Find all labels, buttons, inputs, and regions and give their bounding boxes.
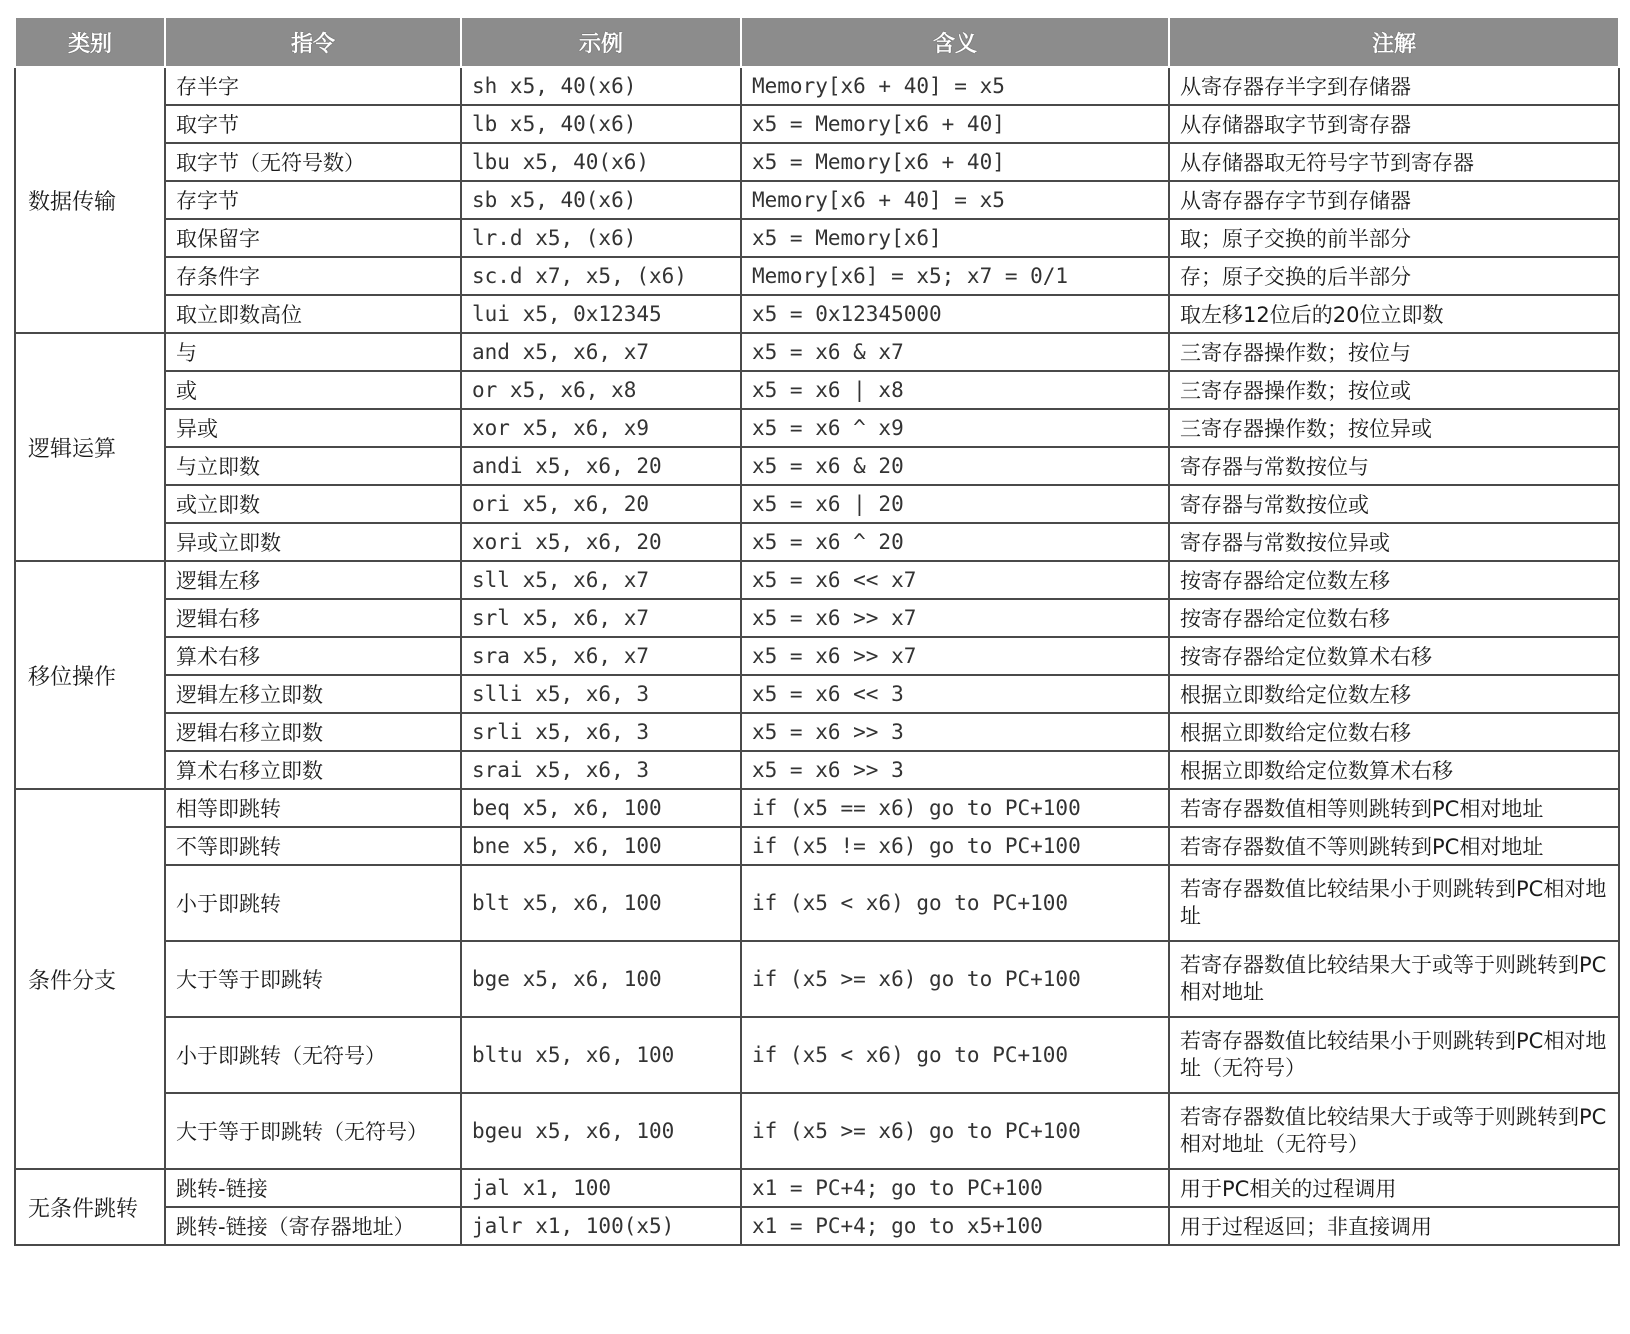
comment-cell: 根据立即数给定位数左移 bbox=[1169, 675, 1619, 713]
table-row bbox=[15, 827, 1619, 865]
instruction-name-cell: 与 bbox=[165, 333, 461, 371]
instruction-name-cell: 算术右移 bbox=[165, 637, 461, 675]
example-cell: srai x5, x6, 3 bbox=[461, 751, 741, 789]
comment-cell: 根据立即数给定位数右移 bbox=[1169, 713, 1619, 751]
table-row bbox=[15, 143, 1619, 181]
example-cell: lbu x5, 40(x6) bbox=[461, 143, 741, 181]
table-row bbox=[15, 181, 1619, 219]
table-row bbox=[15, 599, 1619, 637]
instruction-table-sheet bbox=[14, 18, 1618, 1246]
comment-cell: 若寄存器数值比较结果大于或等于则跳转到PC相对地址 bbox=[1169, 941, 1619, 1017]
comment-cell: 若寄存器数值不等则跳转到PC相对地址 bbox=[1169, 827, 1619, 865]
comment-cell: 按寄存器给定位数右移 bbox=[1169, 599, 1619, 637]
example-cell: bge x5, x6, 100 bbox=[461, 941, 741, 1017]
table-row bbox=[15, 1093, 1619, 1169]
meaning-cell: Memory[x6] = x5; x7 = 0/1 bbox=[741, 257, 1169, 295]
table-row bbox=[15, 257, 1619, 295]
meaning-cell: Memory[x6 + 40] = x5 bbox=[741, 181, 1169, 219]
instruction-name-cell: 逻辑左移立即数 bbox=[165, 675, 461, 713]
instruction-name-cell: 异或 bbox=[165, 409, 461, 447]
comment-cell: 寄存器与常数按位与 bbox=[1169, 447, 1619, 485]
instruction-name-cell: 逻辑左移 bbox=[165, 561, 461, 599]
meaning-cell: x5 = x6 & 20 bbox=[741, 447, 1169, 485]
example-cell: beq x5, x6, 100 bbox=[461, 789, 741, 827]
example-cell: srl x5, x6, x7 bbox=[461, 599, 741, 637]
instruction-name-cell: 相等即跳转 bbox=[165, 789, 461, 827]
table-row bbox=[15, 409, 1619, 447]
example-cell: bgeu x5, x6, 100 bbox=[461, 1093, 741, 1169]
category-cell: 逻辑运算 bbox=[15, 333, 165, 561]
header-meaning: 含义 bbox=[741, 18, 1169, 67]
meaning-cell: x5 = Memory[x6 + 40] bbox=[741, 143, 1169, 181]
example-cell: lr.d x5, (x6) bbox=[461, 219, 741, 257]
meaning-cell: x1 = PC+4; go to PC+100 bbox=[741, 1169, 1169, 1207]
example-cell: and x5, x6, x7 bbox=[461, 333, 741, 371]
instruction-name-cell: 跳转-链接 bbox=[165, 1169, 461, 1207]
example-cell: bltu x5, x6, 100 bbox=[461, 1017, 741, 1093]
instruction-name-cell: 取立即数高位 bbox=[165, 295, 461, 333]
meaning-cell: x5 = x6 << x7 bbox=[741, 561, 1169, 599]
instruction-name-cell: 存半字 bbox=[165, 67, 461, 105]
comment-cell: 若寄存器数值比较结果小于则跳转到PC相对地址（无符号） bbox=[1169, 1017, 1619, 1093]
table-row bbox=[15, 371, 1619, 409]
table-row bbox=[15, 485, 1619, 523]
comment-cell: 取；原子交换的前半部分 bbox=[1169, 219, 1619, 257]
table-row bbox=[15, 219, 1619, 257]
comment-cell: 用于过程返回；非直接调用 bbox=[1169, 1207, 1619, 1245]
comment-cell: 从寄存器存字节到存储器 bbox=[1169, 181, 1619, 219]
example-cell: jalr x1, 100(x5) bbox=[461, 1207, 741, 1245]
instruction-name-cell: 取保留字 bbox=[165, 219, 461, 257]
instruction-name-cell: 存字节 bbox=[165, 181, 461, 219]
instruction-name-cell: 或立即数 bbox=[165, 485, 461, 523]
instruction-name-cell: 逻辑右移 bbox=[165, 599, 461, 637]
table-row bbox=[15, 675, 1619, 713]
example-cell: xori x5, x6, 20 bbox=[461, 523, 741, 561]
example-cell: slli x5, x6, 3 bbox=[461, 675, 741, 713]
meaning-cell: x5 = 0x12345000 bbox=[741, 295, 1169, 333]
example-cell: lui x5, 0x12345 bbox=[461, 295, 741, 333]
comment-cell: 根据立即数给定位数算术右移 bbox=[1169, 751, 1619, 789]
comment-cell: 若寄存器数值比较结果大于或等于则跳转到PC相对地址（无符号） bbox=[1169, 1093, 1619, 1169]
header-comment: 注解 bbox=[1169, 18, 1619, 67]
instruction-name-cell: 不等即跳转 bbox=[165, 827, 461, 865]
meaning-cell: x5 = x6 ^ x9 bbox=[741, 409, 1169, 447]
table-row bbox=[15, 561, 1619, 599]
table-row bbox=[15, 105, 1619, 143]
meaning-cell: x5 = x6 >> x7 bbox=[741, 637, 1169, 675]
table-row bbox=[15, 523, 1619, 561]
instruction-name-cell: 跳转-链接（寄存器地址） bbox=[165, 1207, 461, 1245]
category-cell: 无条件跳转 bbox=[15, 1169, 165, 1245]
instruction-name-cell: 小于即跳转 bbox=[165, 865, 461, 941]
table-row bbox=[15, 789, 1619, 827]
instruction-table bbox=[14, 18, 1620, 1246]
meaning-cell: x5 = x6 & x7 bbox=[741, 333, 1169, 371]
comment-cell: 存；原子交换的后半部分 bbox=[1169, 257, 1619, 295]
comment-cell: 按寄存器给定位数左移 bbox=[1169, 561, 1619, 599]
comment-cell: 用于PC相关的过程调用 bbox=[1169, 1169, 1619, 1207]
instruction-name-cell: 或 bbox=[165, 371, 461, 409]
meaning-cell: if (x5 != x6) go to PC+100 bbox=[741, 827, 1169, 865]
category-cell: 移位操作 bbox=[15, 561, 165, 789]
comment-cell: 从寄存器存半字到存储器 bbox=[1169, 67, 1619, 105]
instruction-name-cell: 存条件字 bbox=[165, 257, 461, 295]
table-row bbox=[15, 447, 1619, 485]
table-row bbox=[15, 295, 1619, 333]
table-header-row bbox=[15, 18, 1619, 67]
meaning-cell: x5 = x6 ^ 20 bbox=[741, 523, 1169, 561]
meaning-cell: x1 = PC+4; go to x5+100 bbox=[741, 1207, 1169, 1245]
table-row bbox=[15, 67, 1619, 105]
example-cell: sb x5, 40(x6) bbox=[461, 181, 741, 219]
example-cell: sll x5, x6, x7 bbox=[461, 561, 741, 599]
instruction-name-cell: 取字节（无符号数） bbox=[165, 143, 461, 181]
meaning-cell: if (x5 < x6) go to PC+100 bbox=[741, 865, 1169, 941]
instruction-name-cell: 与立即数 bbox=[165, 447, 461, 485]
example-cell: or x5, x6, x8 bbox=[461, 371, 741, 409]
meaning-cell: if (x5 >= x6) go to PC+100 bbox=[741, 941, 1169, 1017]
example-cell: bne x5, x6, 100 bbox=[461, 827, 741, 865]
header-instruction: 指令 bbox=[165, 18, 461, 67]
comment-cell: 按寄存器给定位数算术右移 bbox=[1169, 637, 1619, 675]
example-cell: sc.d x7, x5, (x6) bbox=[461, 257, 741, 295]
table-row bbox=[15, 637, 1619, 675]
instruction-name-cell: 逻辑右移立即数 bbox=[165, 713, 461, 751]
meaning-cell: if (x5 < x6) go to PC+100 bbox=[741, 1017, 1169, 1093]
table-row bbox=[15, 1207, 1619, 1245]
table-row bbox=[15, 865, 1619, 941]
comment-cell: 三寄存器操作数；按位与 bbox=[1169, 333, 1619, 371]
instruction-name-cell: 大于等于即跳转 bbox=[165, 941, 461, 1017]
category-cell: 数据传输 bbox=[15, 67, 165, 333]
table-row bbox=[15, 1017, 1619, 1093]
instruction-name-cell: 大于等于即跳转（无符号） bbox=[165, 1093, 461, 1169]
comment-cell: 若寄存器数值比较结果小于则跳转到PC相对地址 bbox=[1169, 865, 1619, 941]
comment-cell: 取左移12位后的20位立即数 bbox=[1169, 295, 1619, 333]
comment-cell: 三寄存器操作数；按位异或 bbox=[1169, 409, 1619, 447]
meaning-cell: x5 = x6 >> 3 bbox=[741, 751, 1169, 789]
meaning-cell: if (x5 >= x6) go to PC+100 bbox=[741, 1093, 1169, 1169]
meaning-cell: x5 = x6 | 20 bbox=[741, 485, 1169, 523]
example-cell: ori x5, x6, 20 bbox=[461, 485, 741, 523]
table-row bbox=[15, 1169, 1619, 1207]
table-row bbox=[15, 751, 1619, 789]
instruction-name-cell: 小于即跳转（无符号） bbox=[165, 1017, 461, 1093]
example-cell: jal x1, 100 bbox=[461, 1169, 741, 1207]
instruction-name-cell: 异或立即数 bbox=[165, 523, 461, 561]
table-body bbox=[15, 67, 1619, 1245]
comment-cell: 若寄存器数值相等则跳转到PC相对地址 bbox=[1169, 789, 1619, 827]
table-row bbox=[15, 713, 1619, 751]
comment-cell: 寄存器与常数按位或 bbox=[1169, 485, 1619, 523]
comment-cell: 三寄存器操作数；按位或 bbox=[1169, 371, 1619, 409]
meaning-cell: x5 = x6 | x8 bbox=[741, 371, 1169, 409]
meaning-cell: x5 = x6 << 3 bbox=[741, 675, 1169, 713]
meaning-cell: x5 = x6 >> x7 bbox=[741, 599, 1169, 637]
meaning-cell: if (x5 == x6) go to PC+100 bbox=[741, 789, 1169, 827]
instruction-name-cell: 算术右移立即数 bbox=[165, 751, 461, 789]
meaning-cell: x5 = Memory[x6 + 40] bbox=[741, 105, 1169, 143]
meaning-cell: x5 = x6 >> 3 bbox=[741, 713, 1169, 751]
example-cell: xor x5, x6, x9 bbox=[461, 409, 741, 447]
comment-cell: 从存储器取字节到寄存器 bbox=[1169, 105, 1619, 143]
example-cell: blt x5, x6, 100 bbox=[461, 865, 741, 941]
header-example: 示例 bbox=[461, 18, 741, 67]
meaning-cell: x5 = Memory[x6] bbox=[741, 219, 1169, 257]
example-cell: srli x5, x6, 3 bbox=[461, 713, 741, 751]
category-cell: 条件分支 bbox=[15, 789, 165, 1169]
example-cell: sra x5, x6, x7 bbox=[461, 637, 741, 675]
table-row bbox=[15, 941, 1619, 1017]
example-cell: lb x5, 40(x6) bbox=[461, 105, 741, 143]
instruction-name-cell: 取字节 bbox=[165, 105, 461, 143]
example-cell: andi x5, x6, 20 bbox=[461, 447, 741, 485]
meaning-cell: Memory[x6 + 40] = x5 bbox=[741, 67, 1169, 105]
example-cell: sh x5, 40(x6) bbox=[461, 67, 741, 105]
table-row bbox=[15, 333, 1619, 371]
comment-cell: 寄存器与常数按位异或 bbox=[1169, 523, 1619, 561]
comment-cell: 从存储器取无符号字节到寄存器 bbox=[1169, 143, 1619, 181]
header-category: 类别 bbox=[15, 18, 165, 67]
